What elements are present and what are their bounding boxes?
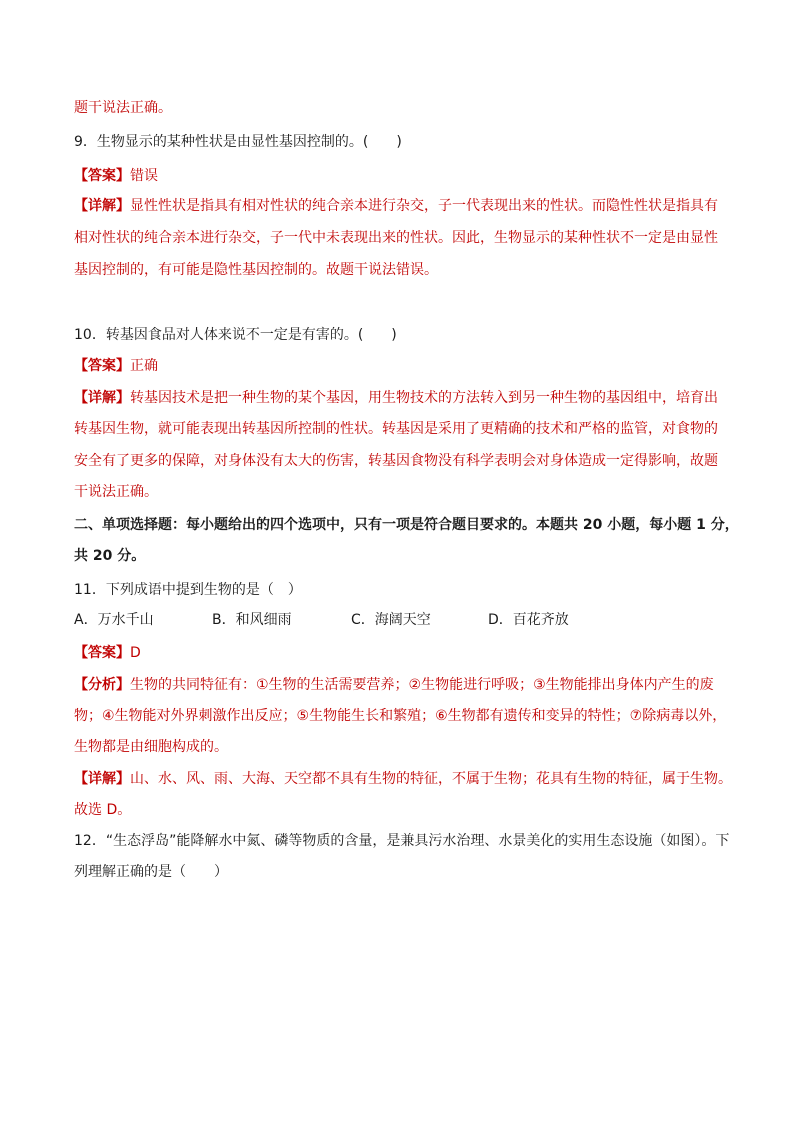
- q9-detail-line-1: [74, 196, 718, 216]
- q11-detail-line-2: 故选 D。: [74, 802, 132, 818]
- detail-text: 山、水、风、雨、大海、天空都不具有生物的特征，不属于生物；花具有生物的特征，属于生物。: [130, 771, 732, 787]
- q9-detail-line-3: 基因控制的，有可能是隐性基因控制的。故题干说法错误。: [74, 262, 438, 278]
- detail-text: 转基因技术是把一种生物的某个基因，用生物技术的方法转入到另一种生物的基因组中，培育出: [130, 390, 718, 406]
- q10-detail-line-3: 安全有了更多的保障，对身体没有太大的伤害，转基因食物没有科学表明会对身体造成一定得影响，故题: [74, 453, 718, 469]
- question-12-line-2: 列理解正确的是（ ）: [74, 864, 228, 880]
- answer-value: 错误: [130, 168, 158, 184]
- q11-analysis-line-1: [74, 675, 714, 695]
- question-12-line-1: 12．“生态浮岛”能降解水中氮、磷等物质的含量，是兼具污水治理、水景美化的实用生态设施（如图）。下: [74, 833, 730, 849]
- q11-option-b: B．和风细雨: [212, 612, 292, 628]
- q9-detail-line-2: 相对性状的纯合亲本进行杂交，子一代中未表现出来的性状。因此，生物显示的某种性状不一定是由显性: [74, 230, 718, 246]
- q11-option-a: A．万水千山: [74, 612, 154, 628]
- analysis-text: 生物的共同特征有：①生物的生活需要营养；②生物能进行呼吸；③生物能排出身体内产生的废: [130, 677, 714, 693]
- q10-detail-line-1: [74, 388, 718, 408]
- q11-option-c: C．海阔天空: [351, 612, 431, 628]
- q11-analysis-line-3: 生物都是由细胞构成的。: [74, 739, 228, 755]
- prev-detail-tail: 题干说法正确。: [74, 100, 172, 116]
- analysis-tag: 【分析】: [74, 677, 130, 693]
- q10-detail-line-4: 干说法正确。: [74, 484, 158, 500]
- section-2-heading-line-1: 二、单项选择题：每小题给出的四个选项中，只有一项是符合题目要求的。本题共 20 小题，每小题 1 分，: [74, 517, 739, 533]
- question-9: 9．生物显示的某种性状是由显性基因控制的。( ): [74, 134, 402, 150]
- q9-answer: [74, 166, 158, 186]
- detail-tag: 【详解】: [74, 771, 130, 787]
- q11-detail-line-1: [74, 769, 732, 789]
- answer-tag: 【答案】: [74, 645, 130, 661]
- answer-tag: 【答案】: [74, 168, 130, 184]
- q11-option-d: D．百花齐放: [488, 612, 569, 628]
- q11-answer: [74, 643, 141, 663]
- question-11: 11．下列成语中提到生物的是（ ）: [74, 582, 302, 598]
- detail-tag: 【详解】: [74, 198, 130, 214]
- answer-value: D: [130, 645, 141, 661]
- q11-analysis-line-2: 物；④生物能对外界刺激作出反应；⑤生物能生长和繁殖；⑥生物都有遗传和变异的特性；⑦除病毒以外，: [74, 708, 727, 724]
- section-2-heading-line-2: 共 20 分。: [74, 548, 146, 564]
- q10-answer: [74, 356, 158, 376]
- detail-tag: 【详解】: [74, 390, 130, 406]
- question-10: 10．转基因食品对人体来说不一定是有害的。( ): [74, 327, 397, 343]
- detail-text: 显性性状是指具有相对性状的纯合亲本进行杂交，子一代表现出来的性状。而隐性性状是指具有: [130, 198, 718, 214]
- q10-detail-line-2: 转基因生物，就可能表现出转基因所控制的性状。转基因是采用了更精确的技术和严格的监管，对食物的: [74, 421, 718, 437]
- answer-tag: 【答案】: [74, 358, 130, 374]
- answer-value: 正确: [130, 358, 158, 374]
